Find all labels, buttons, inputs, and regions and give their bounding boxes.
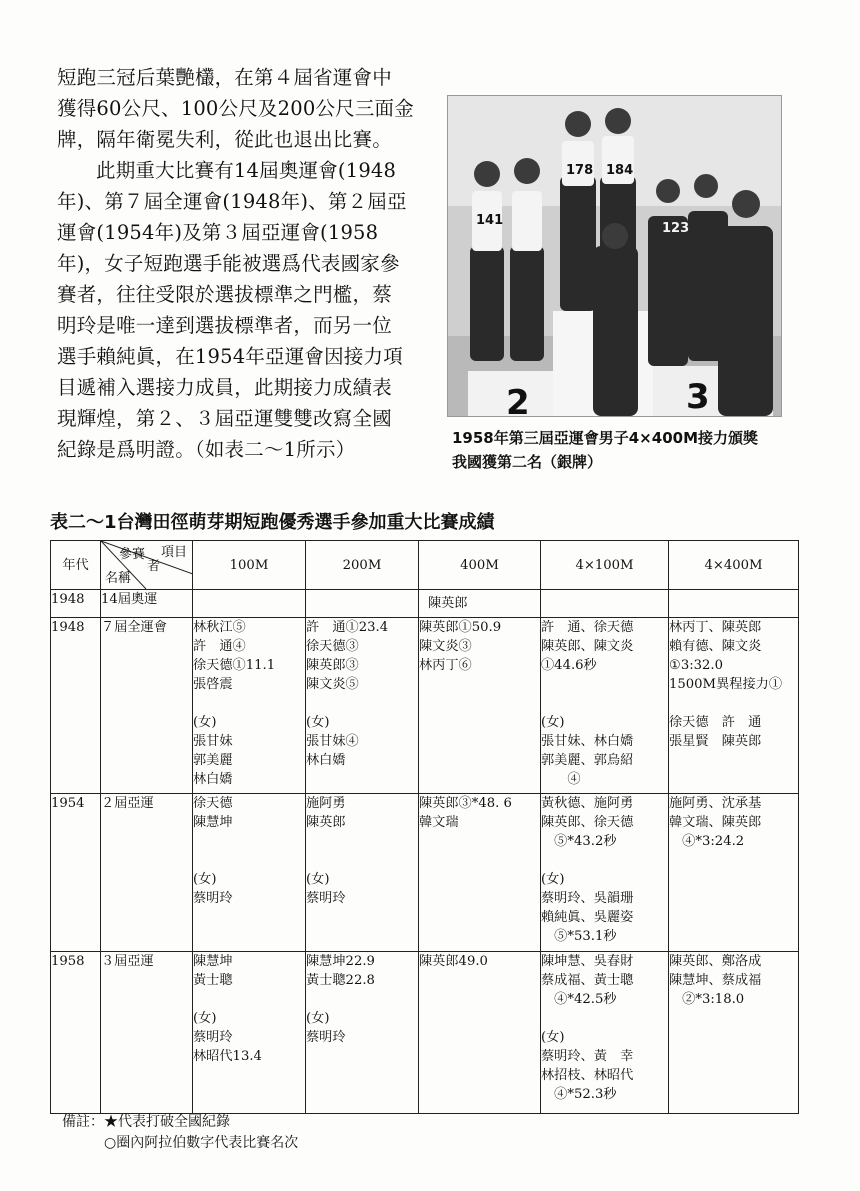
caption-line: 我國獲第二名（銀牌） [452, 453, 603, 471]
header-200m: 200M [306, 541, 419, 590]
cell-c4x1 [541, 590, 669, 618]
cell-line: 陳英郎③*48. 6 [419, 796, 512, 811]
header-4x100m: 4×100M [541, 541, 669, 590]
header-100m: 100M [193, 541, 306, 590]
cell-line: 徐天德 許 通 [669, 715, 762, 730]
table-row [51, 618, 799, 794]
cell-c400 [419, 618, 541, 794]
cell-c100 [193, 618, 306, 794]
cell-line [541, 851, 668, 870]
cell-line: 徐天德 [193, 796, 233, 811]
cell-c200 [306, 952, 419, 1114]
cell-line [193, 851, 305, 870]
cell-line: ④*42.5秒 [541, 992, 617, 1007]
cell-line: 賴純眞、吳麗姿 [541, 910, 634, 925]
cell-line: 1500M異程接力① [669, 677, 783, 692]
header-name-label: 名稱 [105, 571, 132, 586]
results-table [50, 540, 799, 1114]
cell-line: 陳英郎、徐天德 [541, 815, 634, 830]
intro-line: 獲得60公尺、100公尺及200公尺三面金 [57, 97, 414, 120]
intro-line: 牌，隔年衛冕失利，從此也退出比賽。 [57, 128, 392, 151]
cell-line: 陳坤慧、吳春財 [541, 954, 634, 969]
intro-line: 年)，女子短跑選手能被選爲代表國家參 [57, 252, 400, 275]
cell-line: 蔡成福、黃士聰 [541, 973, 634, 988]
bib-number: 141 [476, 213, 504, 228]
intro-line: 現輝煌，第２、３屆亞運雙雙改寫全國 [57, 407, 392, 430]
cell-year: 1948 [51, 590, 101, 618]
cell-c100 [193, 794, 306, 952]
note-ranking: ○圈內阿拉伯數字代表比賽名次 [62, 1135, 299, 1151]
cell-line [306, 990, 418, 1009]
cell-c4x1 [541, 952, 669, 1114]
cell-competition: 14屆奧運 [101, 590, 193, 618]
table-row [51, 952, 799, 1114]
header-diagonal [101, 541, 193, 590]
cell-line: 陳英郎、鄭洛成 [669, 954, 762, 969]
cell-year: 1948 [51, 618, 101, 794]
cell-year: 1954 [51, 794, 101, 952]
intro-paragraph-1 [57, 62, 417, 155]
bib-number: 184 [606, 163, 634, 178]
header-item-label: 項目 [161, 545, 188, 560]
cell-line: 陳英郎 [306, 815, 346, 830]
cell-line: 張甘妹④ [306, 734, 359, 749]
intro-paragraph-2 [57, 155, 417, 465]
table-title: 表二〜1台灣田徑萌芽期短跑優秀選手參加重大比賽成績 [50, 512, 495, 533]
header-4x400m: 4×400M [669, 541, 799, 590]
cell-line: 陳慧坤 [193, 954, 233, 969]
cell-c200 [306, 590, 419, 618]
cell-line: (女) [541, 1030, 565, 1045]
cell-line: ④*52.3秒 [541, 1087, 617, 1102]
podium-number: 2 [506, 383, 530, 416]
table-notes [62, 1112, 298, 1154]
cell-line [541, 1009, 668, 1028]
cell-line: 陳慧坤22.9 [306, 954, 375, 969]
cell-line: 張甘妹 [193, 734, 233, 749]
cell-line: 許 通①23.4 [306, 620, 389, 635]
cell-line: 林秋江⑤ [193, 620, 246, 635]
cell-line [193, 694, 305, 713]
cell-c100 [193, 590, 306, 618]
cell-line: 林丙丁、陳英郎 [669, 620, 762, 635]
cell-c200 [306, 794, 419, 952]
cell-line: 韓文瑞、陳英郎 [669, 815, 762, 830]
cell-line: 張星賢 陳英郎 [669, 734, 762, 749]
cell-line: 蔡明玲 [306, 1030, 346, 1045]
cell-line [193, 832, 305, 851]
cell-line: ②*3:18.0 [669, 992, 745, 1007]
cell-line: 施阿勇、沈承基 [669, 796, 762, 811]
photo-caption [452, 426, 812, 474]
note-record: 備註：★代表打破全國紀錄 [62, 1114, 230, 1130]
cell-line: 陳英郎49.0 [419, 954, 488, 969]
cell-line: 林招枝、林昭代 [541, 1068, 634, 1083]
cell-line: 林昭代13.4 [193, 1049, 262, 1064]
table-row [51, 794, 799, 952]
cell-line: (女) [306, 715, 330, 730]
table-row [51, 590, 799, 618]
intro-line: 短跑三冠后葉艷欉，在第４屆省運會中 [57, 66, 392, 89]
relay-award-photo [447, 95, 782, 417]
cell-year: 1958 [51, 952, 101, 1114]
cell-line: 蔡明玲 [193, 1030, 233, 1045]
cell-line: 黃秋德、施阿勇 [541, 796, 634, 811]
cell-line: (女) [306, 872, 330, 887]
intro-line: 年)、第７屆全運會(1948年)、第２屆亞 [57, 190, 407, 213]
cell-line: 林白嬌 [306, 753, 346, 768]
cell-line [193, 990, 305, 1009]
cell-line: (女) [193, 1011, 217, 1026]
cell-line: 黃士聰22.8 [306, 973, 375, 988]
cell-line: 張甘妹、林白嬌 [541, 734, 634, 749]
cell-line: 陳英郎 [428, 596, 468, 611]
cell-line: 林白嬌 [193, 772, 233, 787]
cell-line [669, 694, 798, 713]
cell-line: (女) [306, 1011, 330, 1026]
intro-line: 選手賴純眞，在1954年亞運會因接力項 [57, 345, 403, 368]
cell-line: 陳英郎、陳文炎 [541, 639, 634, 654]
cell-line: (女) [193, 715, 217, 730]
cell-line: 陳慧坤、蔡成福 [669, 973, 762, 988]
cell-line: 陳文炎⑤ [306, 677, 359, 692]
cell-line: 韓文瑞 [419, 815, 459, 830]
cell-line: 徐天德③ [306, 639, 359, 654]
cell-c400 [419, 952, 541, 1114]
cell-line: ⑤*43.2秒 [541, 834, 617, 849]
bib-number: 178 [566, 163, 594, 178]
cell-line [306, 851, 418, 870]
caption-line: 1958年第三屆亞運會男子4×400M接力頒獎 [452, 429, 758, 447]
cell-line: (女) [541, 872, 565, 887]
cell-line: 蔡明玲 [306, 891, 346, 906]
cell-line: 許 通、徐天德 [541, 620, 634, 635]
cell-line: 陳英郎①50.9 [419, 620, 502, 635]
cell-line: 陳英郎③ [306, 658, 359, 673]
cell-line [306, 832, 418, 851]
cell-line: ①3:32.0 [669, 658, 724, 673]
cell-line: 蔡明玲、吳韻珊 [541, 891, 634, 906]
table-header-row [51, 541, 799, 590]
cell-c400 [419, 794, 541, 952]
cell-line: 黃士聰 [193, 973, 233, 988]
cell-line: (女) [541, 715, 565, 730]
cell-line: ④*3:24.2 [669, 834, 745, 849]
header-event-label: 參賽 [119, 547, 146, 562]
cell-line [541, 675, 668, 694]
cell-competition: ７屆全運會 [101, 618, 193, 794]
cell-line: 郭美麗 [193, 753, 233, 768]
header-zhe-label: 者 [147, 559, 161, 574]
bib-number: 123 [662, 221, 690, 236]
cell-line [306, 694, 418, 713]
cell-line: ①44.6秒 [541, 658, 597, 673]
cell-c4x4 [669, 618, 799, 794]
cell-c100 [193, 952, 306, 1114]
cell-c200 [306, 618, 419, 794]
intro-line: 賽者，往往受限於選拔標準之門檻，蔡 [57, 283, 392, 306]
cell-c4x1 [541, 618, 669, 794]
cell-line: ④ [541, 772, 581, 787]
intro-line: 此期重大比賽有14屆奧運會(1948 [96, 159, 397, 182]
intro-line: 紀錄是爲明證。（如表二〜1所示） [57, 438, 356, 461]
cell-line: 許 通④ [193, 639, 246, 654]
cell-c4x1 [541, 794, 669, 952]
cell-line: 陳慧坤 [193, 815, 233, 830]
cell-line: 施阿勇 [306, 796, 346, 811]
cell-competition: ２屆亞運 [101, 794, 193, 952]
intro-line: 目遞補入選接力成員，此期接力成績表 [57, 376, 392, 399]
cell-line: 林丙丁⑥ [419, 658, 472, 673]
cell-line: 陳文炎③ [419, 639, 472, 654]
intro-text [57, 62, 417, 465]
cell-c4x4 [669, 590, 799, 618]
podium-number: 3 [686, 377, 710, 416]
header-year: 年代 [51, 541, 101, 590]
header-400m: 400M [419, 541, 541, 590]
cell-line: 賴有德、陳文炎 [669, 639, 762, 654]
cell-c4x4 [669, 794, 799, 952]
cell-line: 張啓震 [193, 677, 233, 692]
intro-line: 運會(1954年)及第３屆亞運會(1958 [57, 221, 379, 244]
cell-competition: ３屆亞運 [101, 952, 193, 1114]
cell-line: 蔡明玲 [193, 891, 233, 906]
cell-line [541, 694, 668, 713]
cell-c400 [419, 590, 541, 618]
cell-line: 徐天德①11.1 [193, 658, 276, 673]
cell-line: (女) [193, 872, 217, 887]
cell-line: 郭美麗、郭烏紹 [541, 753, 634, 768]
cell-line: 蔡明玲、黃 幸 [541, 1049, 634, 1064]
cell-c4x4 [669, 952, 799, 1114]
cell-line: ⑤*53.1秒 [541, 929, 617, 944]
intro-line: 明玲是唯一達到選拔標準者，而另一位 [57, 314, 392, 337]
